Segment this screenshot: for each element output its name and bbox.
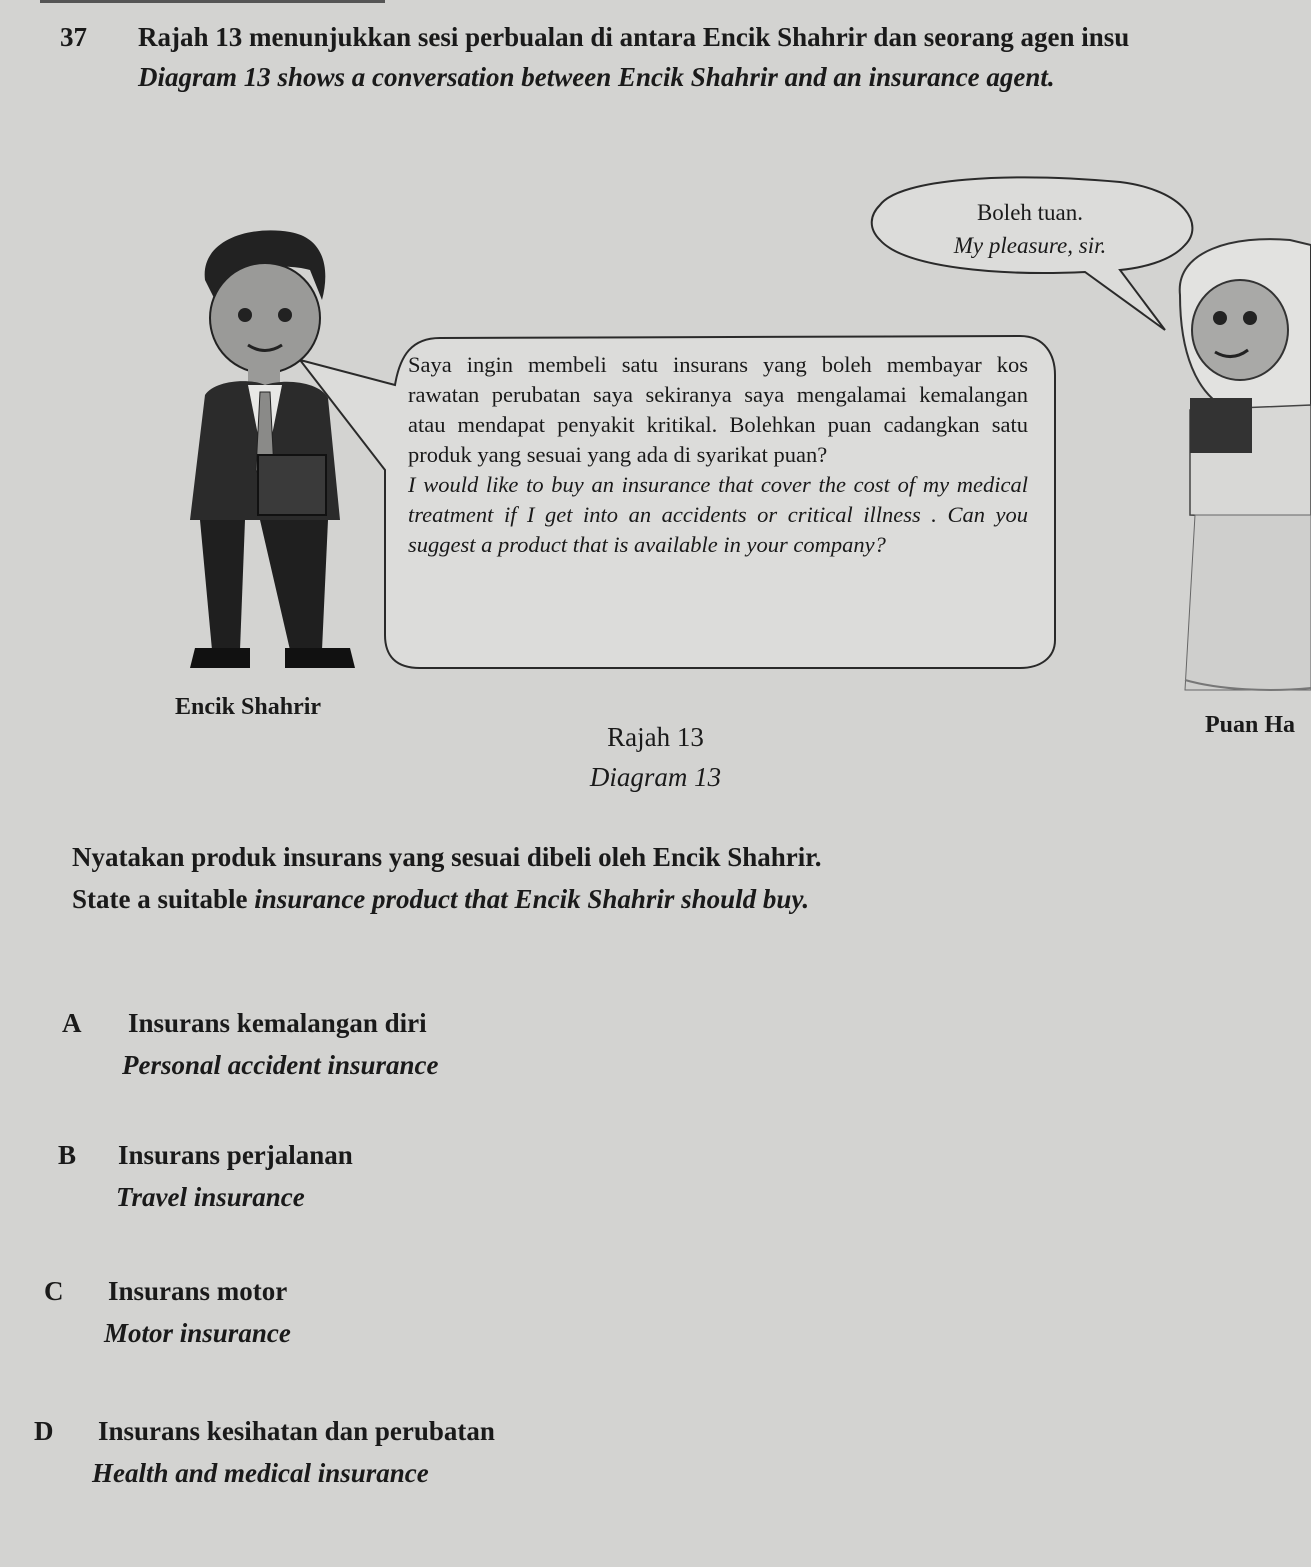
option-d-letter: D <box>34 1416 54 1446</box>
option-a-english[interactable]: Personal accident insurance <box>122 1050 439 1080</box>
question-text-english: Diagram 13 shows a conversation between Encik Shahrir and an insurance agent. <box>138 62 1055 92</box>
man-label: Encik Shahrir <box>175 694 322 720</box>
encik-shahrir-figure <box>190 230 355 668</box>
agent-bubble-text <box>930 196 1130 262</box>
caption-english: Diagram 13 <box>589 762 722 792</box>
option-b-english[interactable]: Travel insurance <box>116 1182 305 1212</box>
option-c-english[interactable]: Motor insurance <box>104 1318 291 1348</box>
option-d-english[interactable]: Health and medical insurance <box>92 1458 429 1488</box>
question-text-malay: Rajah 13 menunjukkan sesi perbualan di antara Encik Shahrir dan seorang agen insu <box>138 22 1130 52</box>
agent-woman-figure <box>1180 239 1311 690</box>
shahrir-bubble-text <box>408 350 1028 560</box>
option-b-malay[interactable]: Insurans perjalanan <box>118 1140 353 1170</box>
agent-bubble-english: My pleasure, sir. <box>953 233 1107 258</box>
question-number: 37 <box>60 22 87 52</box>
woman-label: Puan Ha <box>1205 712 1296 738</box>
option-c-letter: C <box>44 1276 64 1306</box>
shahrir-bubble-english: I would like to buy an insurance that cover the cost of my medical treatment if I get into an accidents or critical illness . Can you suggest a product that is available in your company? <box>408 472 1028 557</box>
option-d-malay[interactable]: Insurans kesihatan dan perubatan <box>98 1416 495 1446</box>
option-a-letter: A <box>62 1008 82 1038</box>
option-b-letter: B <box>58 1140 77 1170</box>
prompt-english-lead: State a suitable <box>72 884 255 914</box>
prompt-english <box>72 884 809 915</box>
caption-malay: Rajah 13 <box>607 722 704 752</box>
prompt-english-italic: insurance product that Encik Shahrir should buy. <box>254 884 810 914</box>
prompt-malay: Nyatakan produk insurans yang sesuai dibeli oleh Encik Shahrir. <box>72 842 822 872</box>
option-a-malay[interactable]: Insurans kemalangan diri <box>128 1008 427 1038</box>
agent-bubble-malay: Boleh tuan. <box>976 200 1084 225</box>
shahrir-bubble-malay: Saya ingin membeli satu insurans yang boleh membayar kos rawatan perubatan saya sekiranya saya mengalamai kemalangan atau mendapat penyakit kritikal. Bolehkan puan cadangkan satu produk yang sesuai yang ada di syarikat puan? <box>408 352 1028 467</box>
option-c-malay[interactable]: Insurans motor <box>108 1276 288 1306</box>
